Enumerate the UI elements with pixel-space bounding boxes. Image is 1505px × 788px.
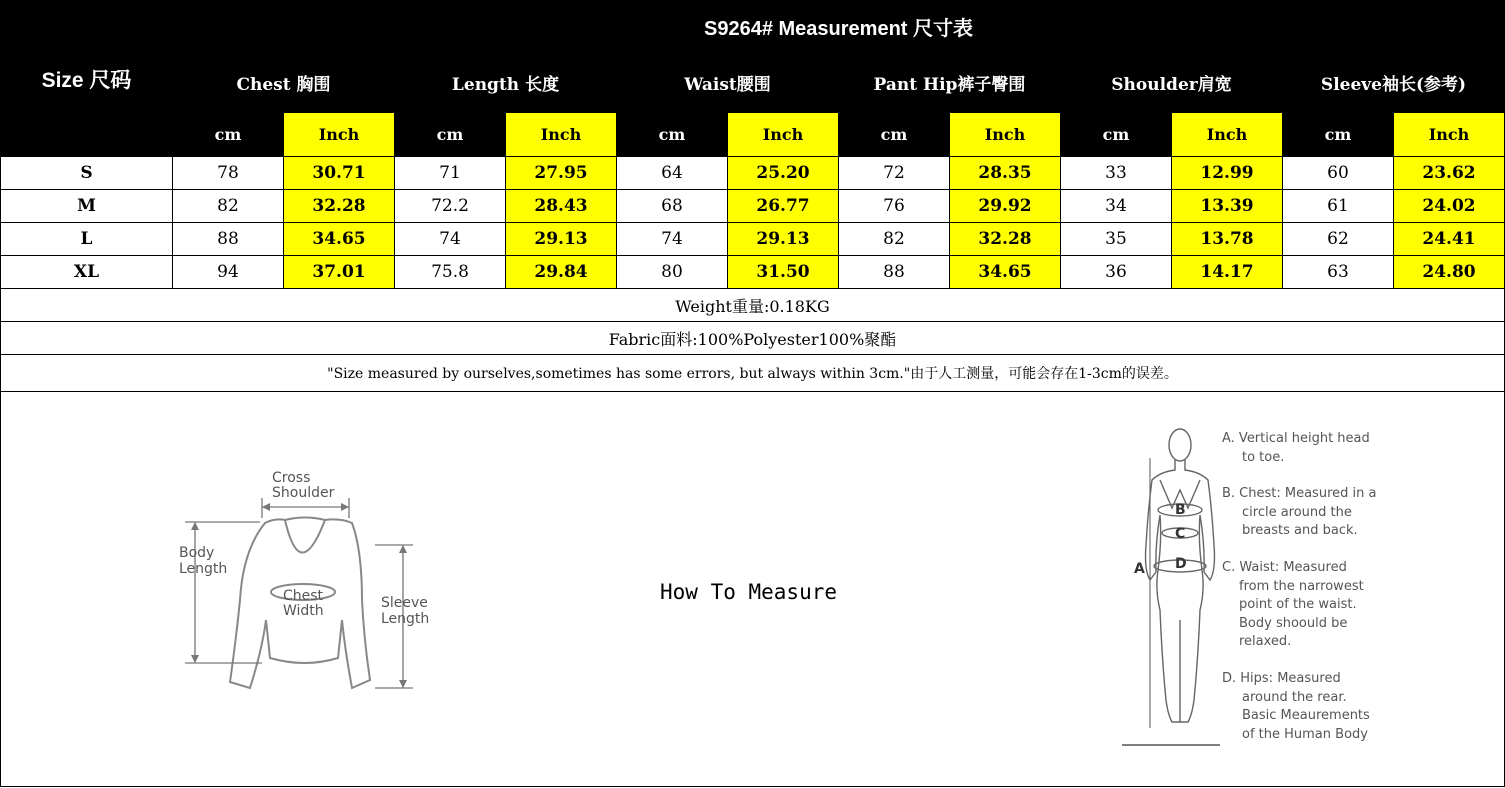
- cross-shoulder-label-1: Cross: [272, 470, 311, 486]
- cm-value: 80: [617, 256, 728, 289]
- cross-shoulder-label-2: Shoulder: [272, 485, 335, 501]
- cm-value: 75.8: [395, 256, 506, 289]
- inch-value: 29.13: [506, 223, 617, 256]
- inch-value: 25.20: [728, 157, 839, 190]
- fabric-row: Fabric面料:100%Polyester100%聚酯: [1, 322, 1505, 355]
- sleeve-length-label-2: Length: [381, 611, 430, 627]
- how-to-measure-title: How To Measure: [660, 580, 838, 604]
- cm-value: 62: [1283, 223, 1394, 256]
- cm-value: 78: [173, 157, 284, 190]
- body-length-label-2: Length: [179, 561, 228, 577]
- legend-c: C. Waist: Measured from the narrowest point of the waist. Body shoould be relaxed.: [1222, 560, 1364, 649]
- inch-value: 24.80: [1394, 256, 1505, 289]
- inch-value: 12.99: [1172, 157, 1283, 190]
- inch-value: 29.84: [506, 256, 617, 289]
- measurement-note: "Size measured by ourselves,sometimes has some errors, but always within 3cm."由于人工测量，可能会存在1-3cm的误差。: [1, 355, 1505, 392]
- inch-value: 13.78: [1172, 223, 1283, 256]
- size-chart-table: [0, 0, 1505, 392]
- inch-value: 24.02: [1394, 190, 1505, 223]
- unit-inch: Inch: [284, 113, 395, 157]
- sleeve-length-label-1: Sleeve: [381, 595, 428, 611]
- group-length: Length 长度: [395, 53, 617, 113]
- size-row-xl: [1, 256, 1505, 289]
- inch-value: 29.92: [950, 190, 1061, 223]
- group-shoulder: Shoulder肩宽: [1061, 53, 1283, 113]
- cm-value: 34: [1061, 190, 1172, 223]
- size-row-l: [1, 223, 1505, 256]
- size-label: L: [1, 223, 173, 256]
- unit-cm: cm: [173, 113, 284, 157]
- size-header: Size 尺码: [1, 1, 173, 157]
- inch-value: 13.39: [1172, 190, 1283, 223]
- body-letter-b: B: [1175, 502, 1186, 518]
- body-length-label-1: Body: [179, 545, 215, 561]
- inch-value: 34.65: [284, 223, 395, 256]
- cm-value: 88: [173, 223, 284, 256]
- inch-value: 28.43: [506, 190, 617, 223]
- chart-title: S9264# Measurement 尺寸表: [173, 1, 1505, 53]
- legend-a: A. Vertical height head to toe.: [1222, 431, 1370, 465]
- cm-value: 82: [173, 190, 284, 223]
- cm-value: 68: [617, 190, 728, 223]
- weight-row: Weight重量:0.18KG: [1, 289, 1505, 322]
- inch-value: 31.50: [728, 256, 839, 289]
- inch-value: 24.41: [1394, 223, 1505, 256]
- inch-value: 27.95: [506, 157, 617, 190]
- cm-value: 74: [617, 223, 728, 256]
- inch-value: 23.62: [1394, 157, 1505, 190]
- inch-value: 30.71: [284, 157, 395, 190]
- cm-value: 94: [173, 256, 284, 289]
- cm-value: 72.2: [395, 190, 506, 223]
- inch-value: 28.35: [950, 157, 1061, 190]
- unit-inch: Inch: [506, 113, 617, 157]
- size-row-s: [1, 157, 1505, 190]
- unit-inch: Inch: [1172, 113, 1283, 157]
- shirt-diagram: [175, 462, 440, 697]
- legend-d: D. Hips: Measured around the rear. Basic Meaurements of the Human Body: [1222, 671, 1370, 742]
- unit-inch: Inch: [1394, 113, 1505, 157]
- size-label: S: [1, 157, 173, 190]
- unit-cm: cm: [617, 113, 728, 157]
- cm-value: 64: [617, 157, 728, 190]
- body-letter-c: C: [1175, 526, 1186, 542]
- cm-value: 61: [1283, 190, 1394, 223]
- cm-value: 82: [839, 223, 950, 256]
- group-sleeve: Sleeve袖长(参考): [1283, 53, 1505, 113]
- cm-value: 33: [1061, 157, 1172, 190]
- inch-value: 14.17: [1172, 256, 1283, 289]
- cm-value: 36: [1061, 256, 1172, 289]
- unit-inch: Inch: [950, 113, 1061, 157]
- group-chest: Chest 胸围: [173, 53, 395, 113]
- body-letter-a: A: [1134, 561, 1145, 577]
- body-diagram: [1120, 425, 1220, 750]
- inch-value: 34.65: [950, 256, 1061, 289]
- body-letter-d: D: [1175, 556, 1187, 572]
- unit-inch: Inch: [728, 113, 839, 157]
- cm-value: 60: [1283, 157, 1394, 190]
- inch-value: 37.01: [284, 256, 395, 289]
- inch-value: 32.28: [950, 223, 1061, 256]
- group-waist: Waist腰围: [617, 53, 839, 113]
- inch-value: 32.28: [284, 190, 395, 223]
- cm-value: 76: [839, 190, 950, 223]
- cm-value: 71: [395, 157, 506, 190]
- unit-cm: cm: [1283, 113, 1394, 157]
- cm-value: 88: [839, 256, 950, 289]
- cm-value: 35: [1061, 223, 1172, 256]
- unit-cm: cm: [395, 113, 506, 157]
- chest-width-label-2: Width: [283, 603, 324, 619]
- cm-value: 74: [395, 223, 506, 256]
- chest-width-label-1: Chest: [283, 588, 324, 604]
- unit-cm: cm: [1061, 113, 1172, 157]
- body-outline: [1146, 429, 1215, 722]
- inch-value: 26.77: [728, 190, 839, 223]
- legend-b: B. Chest: Measured in a circle around the breasts and back.: [1222, 486, 1377, 538]
- cm-value: 72: [839, 157, 950, 190]
- size-label: XL: [1, 256, 173, 289]
- unit-cm: cm: [839, 113, 950, 157]
- size-label: M: [1, 190, 173, 223]
- inch-value: 29.13: [728, 223, 839, 256]
- group-pant-hip: Pant Hip裤子臀围: [839, 53, 1061, 113]
- size-row-m: [1, 190, 1505, 223]
- cm-value: 63: [1283, 256, 1394, 289]
